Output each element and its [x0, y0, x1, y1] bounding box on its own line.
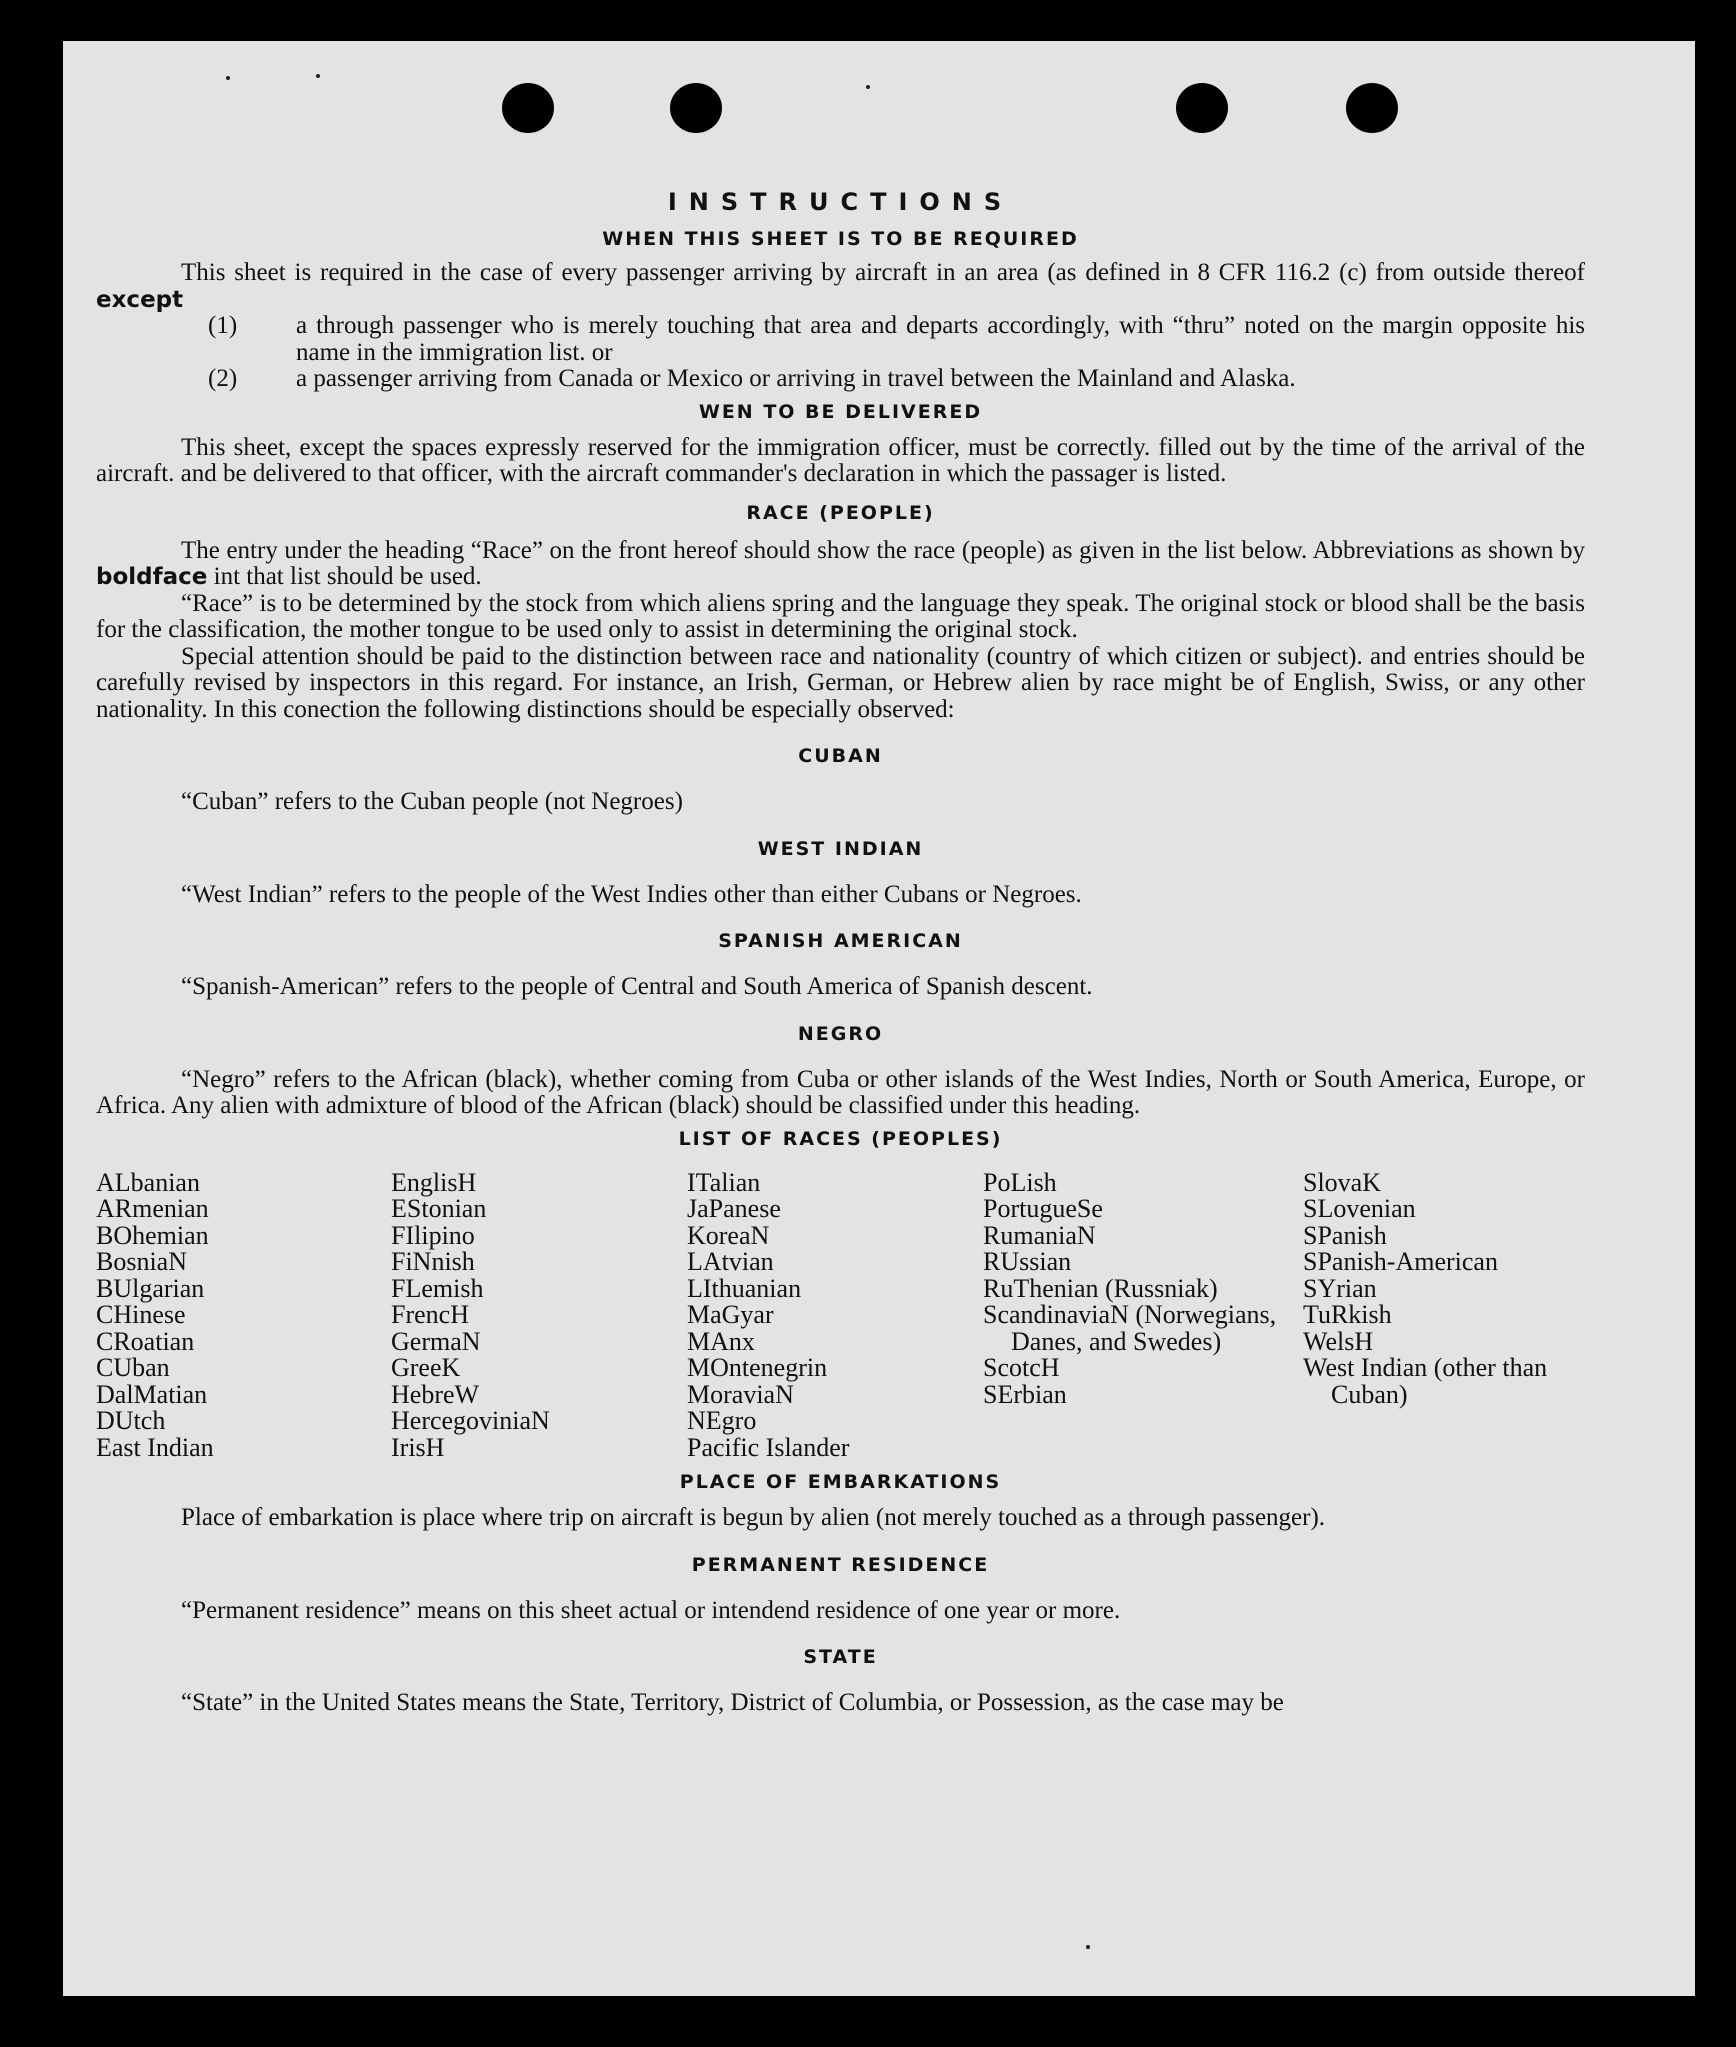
west-indian-paragraph: “West Indian” refers to the people of the West Indies other than either Cubans or Negroes.: [181, 880, 1082, 908]
race-item: PortugueSe: [983, 1194, 1103, 1223]
race-item: CUban: [96, 1353, 170, 1382]
section-heading-list-of-races: LIST OF RACES (PEOPLES): [678, 1127, 1003, 1150]
except-bold: except: [96, 286, 184, 313]
race-item: EStonian: [391, 1194, 487, 1223]
boldface-word: boldface: [96, 564, 208, 590]
race-item: ScandinaviaN (Norwegians, Danes, and Swedes): [983, 1300, 1277, 1356]
race-item: KoreaN: [687, 1220, 770, 1250]
race-item: LIthuanian: [687, 1273, 802, 1303]
race-item: RuThenian (Russniak): [983, 1273, 1218, 1303]
section-heading-state: STATE: [803, 1646, 878, 1668]
section-heading-cuban: CUBAN: [798, 745, 883, 767]
exception-item: (1) a through passenger who is merely touching that area and departs accordingly, with “thru” noted on the margin opposite his name in the immigration list. or: [208, 312, 1585, 366]
race-item: East Indian: [96, 1432, 214, 1462]
race-item: SPanish-American: [1303, 1247, 1498, 1276]
punch-hole: [670, 83, 722, 133]
punch-hole: [1176, 83, 1228, 133]
embarkation-paragraph: Place of embarkation is place where trip on aircraft is begun by alien (not merely touched as a through passenger).: [181, 1504, 1326, 1531]
race-item: DUtch: [96, 1406, 166, 1435]
race-item: GermaN: [391, 1326, 481, 1356]
spanish-american-paragraph: “Spanish-American” refers to the people of Central and South America of Spanish descent.: [181, 973, 1093, 1000]
race-paragraph-2: “Race” is to be determined by the stock from which aliens spring and the language they speak. The original stock or blood shall be the basis for the classification, the mother tongue to be used only to assist in determining the original stock.: [96, 589, 1585, 643]
race-item: IrisH: [391, 1432, 445, 1462]
race-item: MOntenegrin: [687, 1353, 828, 1382]
race-item: ALbanian: [96, 1167, 200, 1197]
race-item: DalMatian: [96, 1379, 208, 1409]
race-item: West Indian (other than Cuban): [1303, 1353, 1548, 1409]
race-item: GreeK: [391, 1353, 461, 1382]
race-item: Pacific Islander: [687, 1432, 850, 1462]
section-heading-west-indian: WEST INDIAN: [757, 837, 924, 860]
race-item: SlovaK: [1303, 1167, 1381, 1197]
race-item: CHinese: [96, 1300, 186, 1329]
residence-paragraph: “Permanent residence” means on this sheet actual or intendend residence of one year or more.: [181, 1596, 1121, 1624]
race-item: SLovenian: [1303, 1194, 1416, 1223]
section-heading-delivered: WEN TO BE DELIVERED: [698, 400, 983, 423]
race-item: ITalian: [687, 1167, 761, 1197]
cuban-paragraph: “Cuban” refers to the Cuban people (not Negroes): [181, 788, 683, 815]
race-paragraph-1: The entry under the heading “Race” on the front hereof should show the race (people) as given in the list below. Abbreviations as shown by boldface int that list should be used.: [96, 536, 1585, 590]
race-item: LAtvian: [687, 1247, 774, 1276]
exception-item: (2) a passenger arriving from Canada or Mexico or arriving in travel between the Mainland and Alaska.: [208, 365, 1296, 392]
race-item: MaGyar: [687, 1300, 774, 1329]
negro-paragraph: “Negro” refers to the African (black), whether coming from Cuba or other islands of the West Indies, North or South America, Europe, or Africa. Any alien with admixture of blood of the African (black) should be classified under this heading.: [96, 1065, 1585, 1119]
section-heading-spanish-american: SPANISH AMERICAN: [718, 930, 963, 952]
race-item: SYrian: [1303, 1273, 1377, 1303]
race-item: BosniaN: [96, 1247, 187, 1276]
exceptions-list: [96, 313, 1585, 393]
race-item: EnglisH: [391, 1167, 477, 1197]
section-heading-residence: PERMANENT RESIDENCE: [691, 1553, 990, 1576]
instructions-content: [96, 189, 1585, 1717]
race-item: MAnx: [687, 1326, 755, 1356]
speck: [316, 74, 320, 78]
section-heading-negro: NEGRO: [797, 1022, 884, 1045]
race-item: FIlipino: [391, 1220, 475, 1250]
page-title: INSTRUCTIONS: [667, 188, 1014, 216]
punch-hole: [1346, 83, 1398, 133]
race-paragraph-3: Special attention should be paid to the distinction between race and nationality (country of which citizen or subject). and entries should be carefully revised by inspectors in this regard. For instance, an Irish, German, or Hebrew alien by race might be of English, Swiss, or any other nationality. In this conection the following distinctions should be especially observed:: [96, 642, 1585, 723]
race-item: PoLish: [983, 1167, 1057, 1197]
race-item: ScotcH: [983, 1353, 1060, 1382]
race-item: WelsH: [1303, 1326, 1374, 1356]
document-page: [63, 41, 1695, 1996]
section-heading-race: RACE (PEOPLE): [746, 501, 935, 524]
races-list: [96, 1167, 1585, 1462]
state-paragraph: “State” in the United States means the State, Territory, District of Columbia, or Possession, as the case may be: [181, 1689, 1284, 1716]
races-column: [687, 1167, 983, 1462]
section-heading-embarkation: PLACE OF EMBARKATIONS: [679, 1471, 1002, 1493]
section-heading-required: WHEN THIS SHEET IS TO BE REQUIRED: [602, 228, 1079, 250]
race-item: FiNnish: [391, 1247, 475, 1276]
race-item: TuRkish: [1303, 1300, 1392, 1329]
race-item: CRoatian: [96, 1326, 195, 1356]
required-paragraph: This sheet is required in the case of every passenger arriving by aircraft in an area (as defined in 8 CFR 116.2 (c) from outside thereof except: [96, 259, 1585, 313]
race-item: SErbian: [983, 1379, 1067, 1409]
race-item: FrencH: [391, 1300, 469, 1329]
race-item: BUlgarian: [96, 1273, 205, 1303]
race-item: HebreW: [391, 1379, 480, 1409]
races-column: [391, 1167, 687, 1462]
race-item: JaPanese: [687, 1194, 781, 1223]
race-item: FLemish: [391, 1273, 484, 1303]
delivered-paragraph: This sheet, except the spaces expressly reserved for the immigration officer, must be correctly. filled out by the time of the arrival of the aircraft. and be delivered to that officer, with the aircraft commander's declaration in which the passager is listed.: [96, 433, 1585, 487]
race-item: RUssian: [983, 1247, 1072, 1276]
races-column: [96, 1167, 391, 1462]
race-item: SPanish: [1303, 1220, 1387, 1250]
race-item: MoraviaN: [687, 1379, 794, 1409]
race-item: BOhemian: [96, 1220, 209, 1250]
speck: [226, 76, 230, 80]
races-column: [1303, 1167, 1585, 1462]
race-item: HercegoviniaN: [391, 1406, 550, 1435]
punch-hole: [502, 83, 554, 133]
race-item: RumaniaN: [983, 1220, 1096, 1250]
speck: [866, 85, 870, 89]
race-item: ARmenian: [96, 1194, 209, 1223]
races-column: [983, 1167, 1303, 1462]
speck: [1086, 1945, 1090, 1949]
race-item: NEgro: [687, 1406, 757, 1435]
